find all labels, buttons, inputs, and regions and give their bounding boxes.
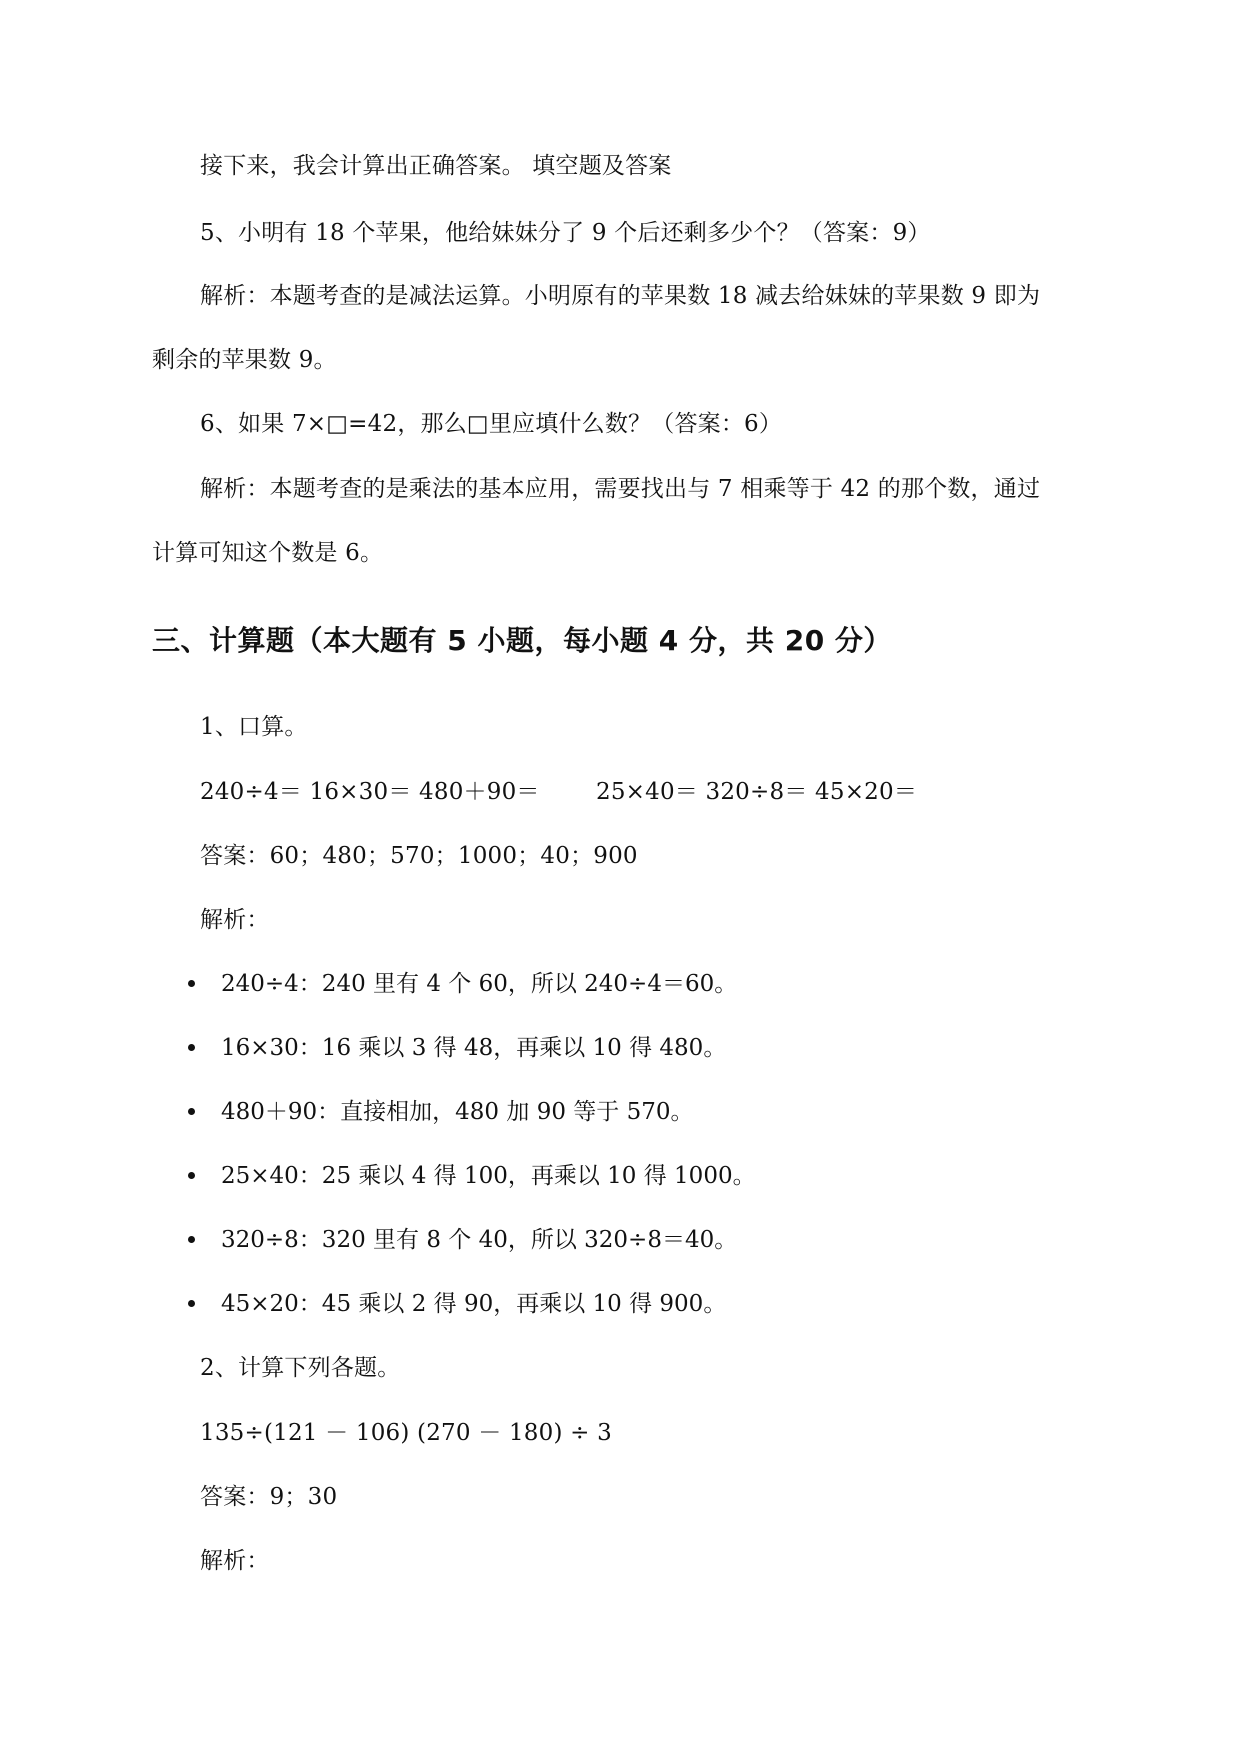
calc-q1-analysis-label: 解析： (200, 907, 270, 933)
calc-q1-problems (200, 776, 540, 808)
question-5-analysis: 解析：本题考查的是减法运算。小明原有的苹果数 18 减去给妹妹的苹果数 9 即为 (200, 283, 1041, 309)
calc-q1-problems-group-a: 240÷4＝ 16×30＝ 480＋90＝ (200, 779, 540, 805)
question-5: 5、小明有 18 个苹果，他给妹妹分了 9 个后还剩多少个？（答案：9） (200, 220, 931, 246)
calc-q1-problems-b (596, 776, 917, 808)
calc-q1-bullet (188, 968, 737, 1000)
bullet-text: 240÷4：240 里有 4 个 60，所以 240÷4＝60。 (221, 971, 738, 997)
question-6-analysis-continued: 计算可知这个数是 6。 (152, 540, 384, 566)
bullet-text: 320÷8：320 里有 8 个 40，所以 320÷8＝40。 (221, 1227, 738, 1253)
calc-q1-answer: 答案：60；480；570；1000；40；900 (200, 843, 638, 869)
calc-q2-title: 2、计算下列各题。 (200, 1355, 401, 1381)
bullet-icon (188, 980, 195, 987)
question-5-analysis-continued: 剩余的苹果数 9。 (152, 347, 337, 373)
calc-q1-bullet (188, 1096, 693, 1128)
question-6-analysis: 解析：本题考查的是乘法的基本应用，需要找出与 7 相乘等于 42 的那个数，通过 (200, 476, 1041, 502)
bullet-icon (188, 1300, 195, 1307)
calc-q1-title: 1、口算。 (200, 714, 308, 740)
question-6: 6、如果 7×□=42，那么□里应填什么数？（答案：6） (200, 411, 783, 437)
calc-q2-analysis-label: 解析： (200, 1548, 270, 1574)
bullet-text: 480＋90：直接相加，480 加 90 等于 570。 (221, 1099, 694, 1125)
bullet-text: 45×20：45 乘以 2 得 90，再乘以 10 得 900。 (221, 1291, 727, 1317)
calc-q1-bullet (188, 1224, 737, 1256)
bullet-icon (188, 1044, 195, 1051)
bullet-text: 16×30：16 乘以 3 得 48，再乘以 10 得 480。 (221, 1035, 727, 1061)
calc-q2-answer: 答案：9；30 (200, 1484, 338, 1510)
calc-q1-problems-group-b: 25×40＝ 320÷8＝ 45×20＝ (596, 779, 918, 805)
calc-q2-problems: 135÷(121 － 106) (270 － 180) ÷ 3 (200, 1420, 612, 1446)
bullet-icon (188, 1172, 195, 1179)
bullet-icon (188, 1236, 195, 1243)
bullet-text: 25×40：25 乘以 4 得 100，再乘以 10 得 1000。 (221, 1163, 756, 1189)
section-3-heading: 三、计算题（本大题有 5 小题，每小题 4 分，共 20 分） (152, 624, 892, 657)
calc-q1-bullet (188, 1160, 756, 1192)
intro-line: 接下来，我会计算出正确答案。 填空题及答案 (200, 153, 672, 179)
calc-q1-bullet (188, 1032, 726, 1064)
calc-q1-bullet (188, 1288, 726, 1320)
bullet-icon (188, 1108, 195, 1115)
